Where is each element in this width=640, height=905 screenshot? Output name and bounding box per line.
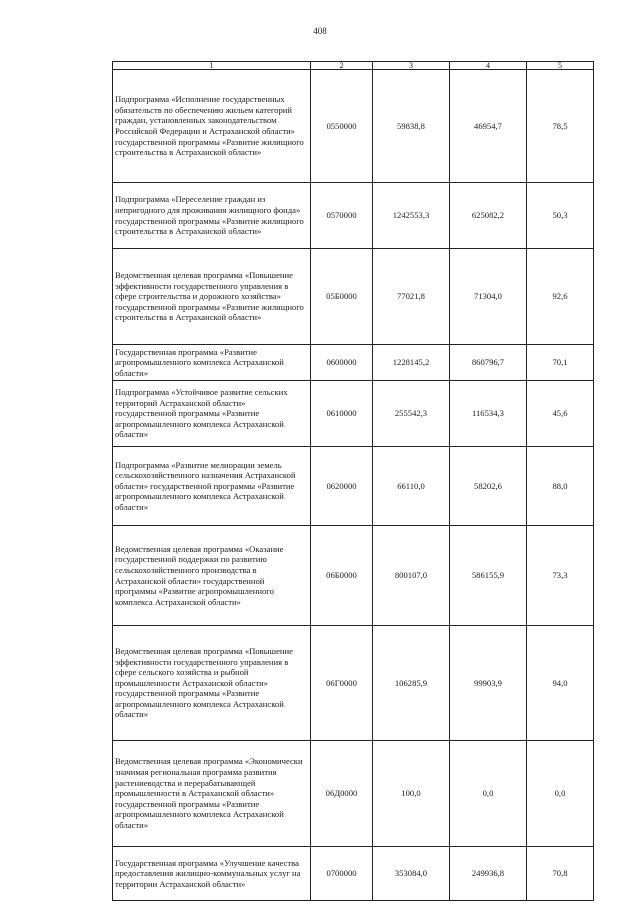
percent-cell: 94,0	[527, 626, 594, 741]
program-name-cell: Подпрограмма «Устойчивое развитие сельских территорий Астраханской области» государственной программы «Развитие агропромышленного комплекса Астраханской области»	[113, 381, 311, 447]
code-cell: 0600000	[311, 345, 373, 381]
code-cell: 06Д0000	[311, 741, 373, 847]
code-cell: 0620000	[311, 447, 373, 526]
table-row	[113, 526, 594, 626]
code-cell: 0550000	[311, 70, 373, 183]
percent-cell: 45,6	[527, 381, 594, 447]
program-name-cell: Подпрограмма «Развитие мелиорации земель сельскохозяйственного назначения Астраханской области» государственной программы «Развитие агропромышленного комплекса Астраханской области»	[113, 447, 311, 526]
table-row	[113, 447, 594, 526]
plan-cell: 255542,3	[373, 381, 450, 447]
plan-cell: 59838,8	[373, 70, 450, 183]
program-name-cell: Ведомственная целевая программа «Повышение эффективности государственного управления в сфере сельского хозяйства и рыбной промышленности Астраханской области» государственной программы «Развитие агропромышленного комплекса Астраханской области»	[113, 626, 311, 741]
actual-cell: 0,0	[450, 741, 527, 847]
table-row	[113, 249, 594, 345]
table-row	[113, 381, 594, 447]
column-header: 4	[450, 62, 527, 70]
code-cell: 0610000	[311, 381, 373, 447]
table-row	[113, 741, 594, 847]
percent-cell: 78,5	[527, 70, 594, 183]
plan-cell: 1228145,2	[373, 345, 450, 381]
plan-cell: 800107,0	[373, 526, 450, 626]
plan-cell: 1242553,3	[373, 183, 450, 249]
actual-cell: 46954,7	[450, 70, 527, 183]
header-row	[113, 62, 594, 70]
code-cell: 05Б0000	[311, 249, 373, 345]
actual-cell: 860796,7	[450, 345, 527, 381]
program-name-cell: Государственная программа «Развитие агропромышленного комплекса Астраханской области»	[113, 345, 311, 381]
actual-cell: 625082,2	[450, 183, 527, 249]
plan-cell: 77021,8	[373, 249, 450, 345]
plan-cell: 106285,9	[373, 626, 450, 741]
percent-cell: 70,1	[527, 345, 594, 381]
program-name-cell: Подпрограмма «Исполнение государственных обязательств по обеспечению жильем категорий граждан, установленных законодательством Российской Федерации и Астраханской области» государственной программы «Развитие жилищного строительства в Астраханской области»	[113, 70, 311, 183]
column-header: 1	[113, 62, 311, 70]
plan-cell: 66110,0	[373, 447, 450, 526]
actual-cell: 99903,9	[450, 626, 527, 741]
program-name-cell: Подпрограмма «Переселение граждан из непригодного для проживания жилищного фонда» государственной программы «Развитие жилищного строительства в Астраханской области»	[113, 183, 311, 249]
actual-cell: 116534,3	[450, 381, 527, 447]
column-header: 2	[311, 62, 373, 70]
percent-cell: 70,8	[527, 847, 594, 901]
column-header: 5	[527, 62, 594, 70]
table-row	[113, 626, 594, 741]
program-name-cell: Ведомственная целевая программа «Оказание государственной поддержки по развитию сельскохозяйственного производства в Астраханской области» государственной программы «Развитие агропромышленного комплекса Астраханской области»	[113, 526, 311, 626]
code-cell: 0700000	[311, 847, 373, 901]
program-name-cell: Государственная программа «Улучшение качества предоставления жилищно-коммунальных услуг на территории Астраханской области»	[113, 847, 311, 901]
program-name-cell: Ведомственная целевая программа «Повышение эффективности государственного управления в сфере строительства и дорожного хозяйства» государственной программы «Развитие жилищного строительства в Астраханской области»	[113, 249, 311, 345]
code-cell: 06Б0000	[311, 526, 373, 626]
actual-cell: 71304,0	[450, 249, 527, 345]
actual-cell: 249936,8	[450, 847, 527, 901]
percent-cell: 73,3	[527, 526, 594, 626]
actual-cell: 586155,9	[450, 526, 527, 626]
table-row	[113, 847, 594, 901]
code-cell: 0570000	[311, 183, 373, 249]
plan-cell: 353084,0	[373, 847, 450, 901]
table-row	[113, 70, 594, 183]
actual-cell: 58202,6	[450, 447, 527, 526]
table-row	[113, 183, 594, 249]
page-number: 408	[313, 26, 327, 36]
program-name-cell: Ведомственная целевая программа «Экономически значимая региональная программа развития растениеводства и перерабатывающей промышленности в Астраханской области» государственной программы «Развитие агропромышленного комплекса Астраханской области»	[113, 741, 311, 847]
percent-cell: 88,0	[527, 447, 594, 526]
table-row	[113, 345, 594, 381]
code-cell: 06Г0000	[311, 626, 373, 741]
plan-cell: 100,0	[373, 741, 450, 847]
budget-table	[112, 61, 594, 901]
column-header: 3	[373, 62, 450, 70]
percent-cell: 92,6	[527, 249, 594, 345]
percent-cell: 0,0	[527, 741, 594, 847]
percent-cell: 50,3	[527, 183, 594, 249]
